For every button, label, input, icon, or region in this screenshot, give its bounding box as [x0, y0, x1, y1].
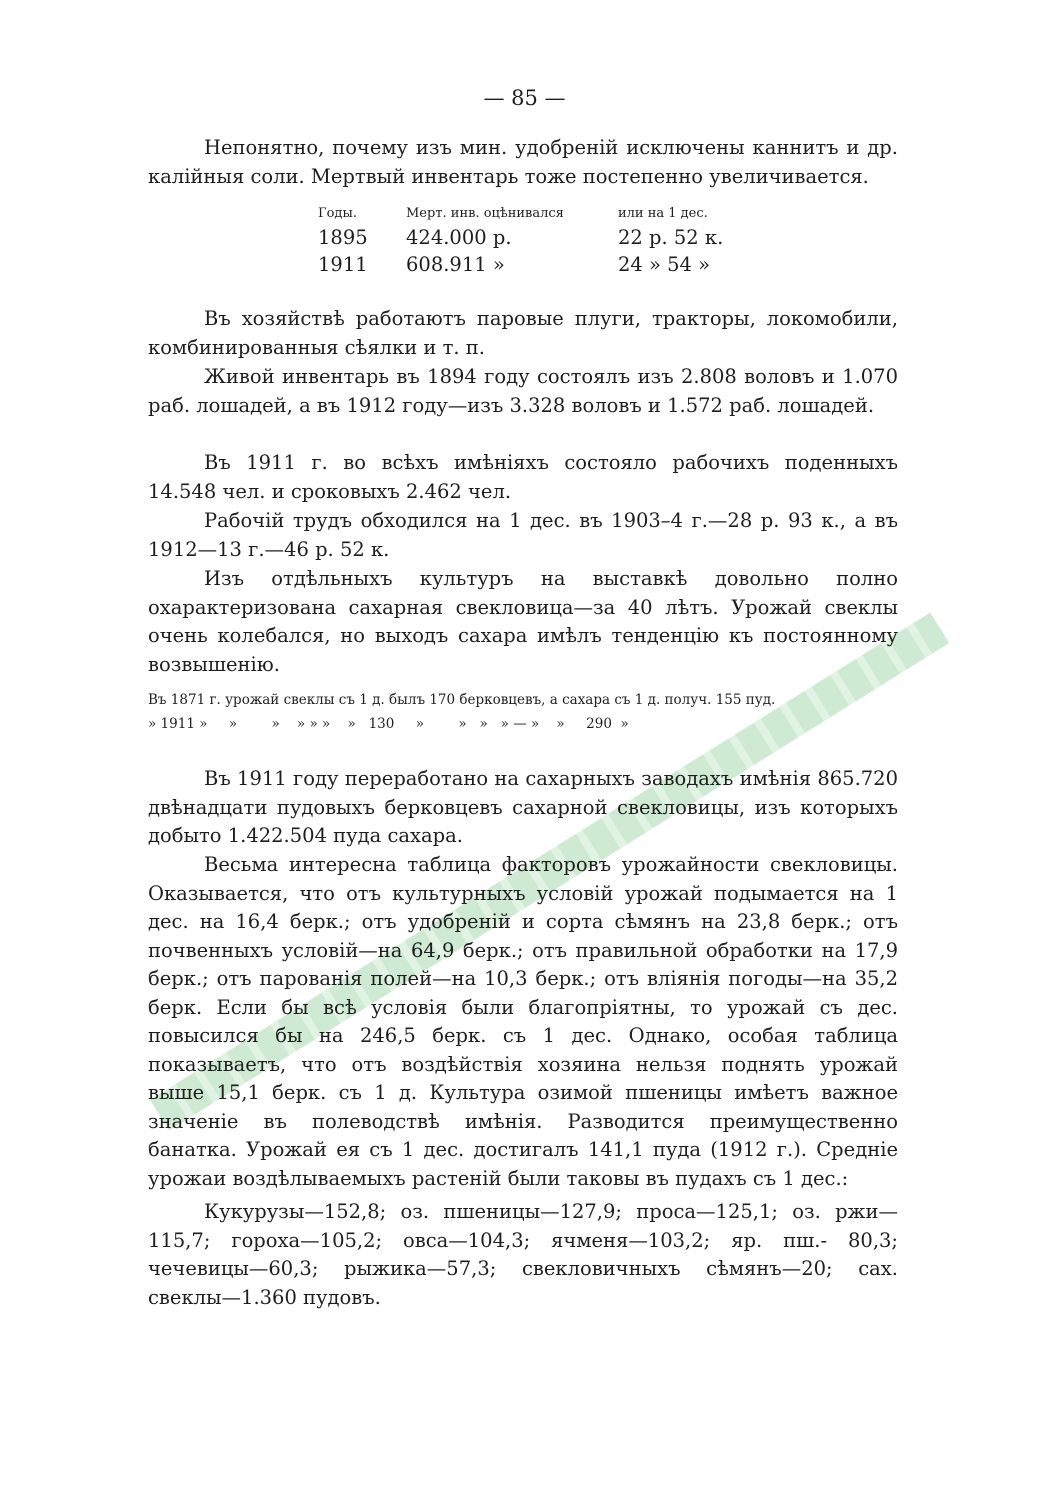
cell-per-desyatina: 22 р. 52 к.	[618, 226, 724, 249]
cell-year: 1911	[318, 253, 368, 276]
cell-value: 424.000 р.	[406, 226, 512, 249]
paragraph-average-yields: Кукурузы—152,8; оз. пшеницы—127,9; проса—125,1; оз. ржи—115,7; гороха—105,2; овса—104,3; ячменя—103,2; яр. пш.- 80,3; чечевицы—60,3; рыжика—57,3; свекловичныхъ сѣмянъ—20; сах. свеклы—1.360 пудовъ.	[148, 1200, 898, 1309]
paragraph-yield-factors: Весьма интересна таблица факторовъ урожайности свекловицы. Оказывается, что отъ культурныхъ условій урожай подымается на 1 дес. на 16,4 берк.; отъ удобреній и сорта сѣмянъ на 23,8 берк.; отъ почвенныхъ условій—на 64,9 берк.; отъ правильной обработки на 17,9 берк.; отъ парованія полей—на 10,3 берк.; отъ вліянія погоды—на 35,2 берк. Если бы всѣ условія были благопріятны, то урожай съ дес. повысился бы на 246,5 берк. съ 1 дес. Однако, особая таблица показываетъ, что отъ воздѣйствія хозяина нельзя поднять урожай выше 15,1 берк. съ 1 д. Культура озимой пшеницы имѣетъ важное значеніе въ полеводствѣ имѣнія. Разводится преимущественно банатка. Урожай ея съ 1 дес. достигалъ 141,1 пуда (1912 г.). Средніе урожаи воздѣлываемыхъ растеній были таковы въ пудахъ съ 1 дес.:	[148, 853, 898, 1190]
yield-table	[148, 688, 898, 736]
paragraph-sugar-beet: Изъ отдѣльныхъ культуръ на выставкѣ довольно полно охарактеризована сахарная свекловица—за 40 лѣтъ. Урожай свеклы очень колебался, но выходъ сахара имѣлъ тенденцію къ постоянному возвышенію.	[148, 567, 898, 676]
cell-year: 1895	[318, 226, 368, 249]
cell-per-desyatina: 24 » 54 »	[618, 253, 711, 276]
yield-row-1871: Въ 1871 г. урожай свеклы съ 1 д. былъ 170 берковцевъ, а сахара съ 1 д. получ. 155 пуд.	[148, 692, 776, 708]
paragraph-fertilizers: Непонятно, почему изъ мин. удобреній исключены каннитъ и др. калійныя соли. Мертвый инвентарь тоже постепенно увеличивается.	[148, 136, 898, 188]
header-per-desyatina: или на 1 дес.	[618, 205, 708, 221]
inventory-table	[318, 202, 758, 278]
header-inventory-value: Мерт. инв. оцѣнивался	[406, 205, 564, 221]
table-row	[318, 224, 758, 251]
header-years: Годы.	[318, 205, 357, 221]
paragraph-machinery: Въ хозяйствѣ работаютъ паровые плуги, тракторы, локомобили, комбинированныя сѣялки и т. п.	[148, 307, 898, 359]
paragraph-processing: Въ 1911 году переработано на сахарныхъ заводахъ имѣнія 865.720 двѣнадцати пудовыхъ берковцевъ сахарной свекловицы, изъ которыхъ добыто 1.422.504 пуда сахара.	[148, 767, 898, 847]
paragraph-labor-cost: Рабочій трудъ обходился на 1 дес. въ 1903–4 г.—28 р. 93 к., а въ 1912—13 г.—46 р. 52 к.	[148, 509, 898, 561]
page-number: — 85 —	[483, 86, 566, 110]
paragraph-workers: Въ 1911 г. во всѣхъ имѣніяхъ состояло рабочихъ поденныхъ 14.548 чел. и сроковыхъ 2.462 чел.	[148, 451, 898, 503]
paragraph-livestock: Живой инвентарь въ 1894 году состоялъ изъ 2.808 воловъ и 1.070 раб. лошадей, а въ 1912 году—изъ 3.328 воловъ и 1.572 раб. лошадей.	[148, 365, 898, 417]
inventory-table-header	[318, 202, 758, 224]
cell-value: 608.911 »	[406, 253, 505, 276]
yield-row-1911: » 1911 » » » » » » » 130 » » » » — » » 290 »	[148, 716, 629, 732]
table-row	[318, 251, 758, 278]
